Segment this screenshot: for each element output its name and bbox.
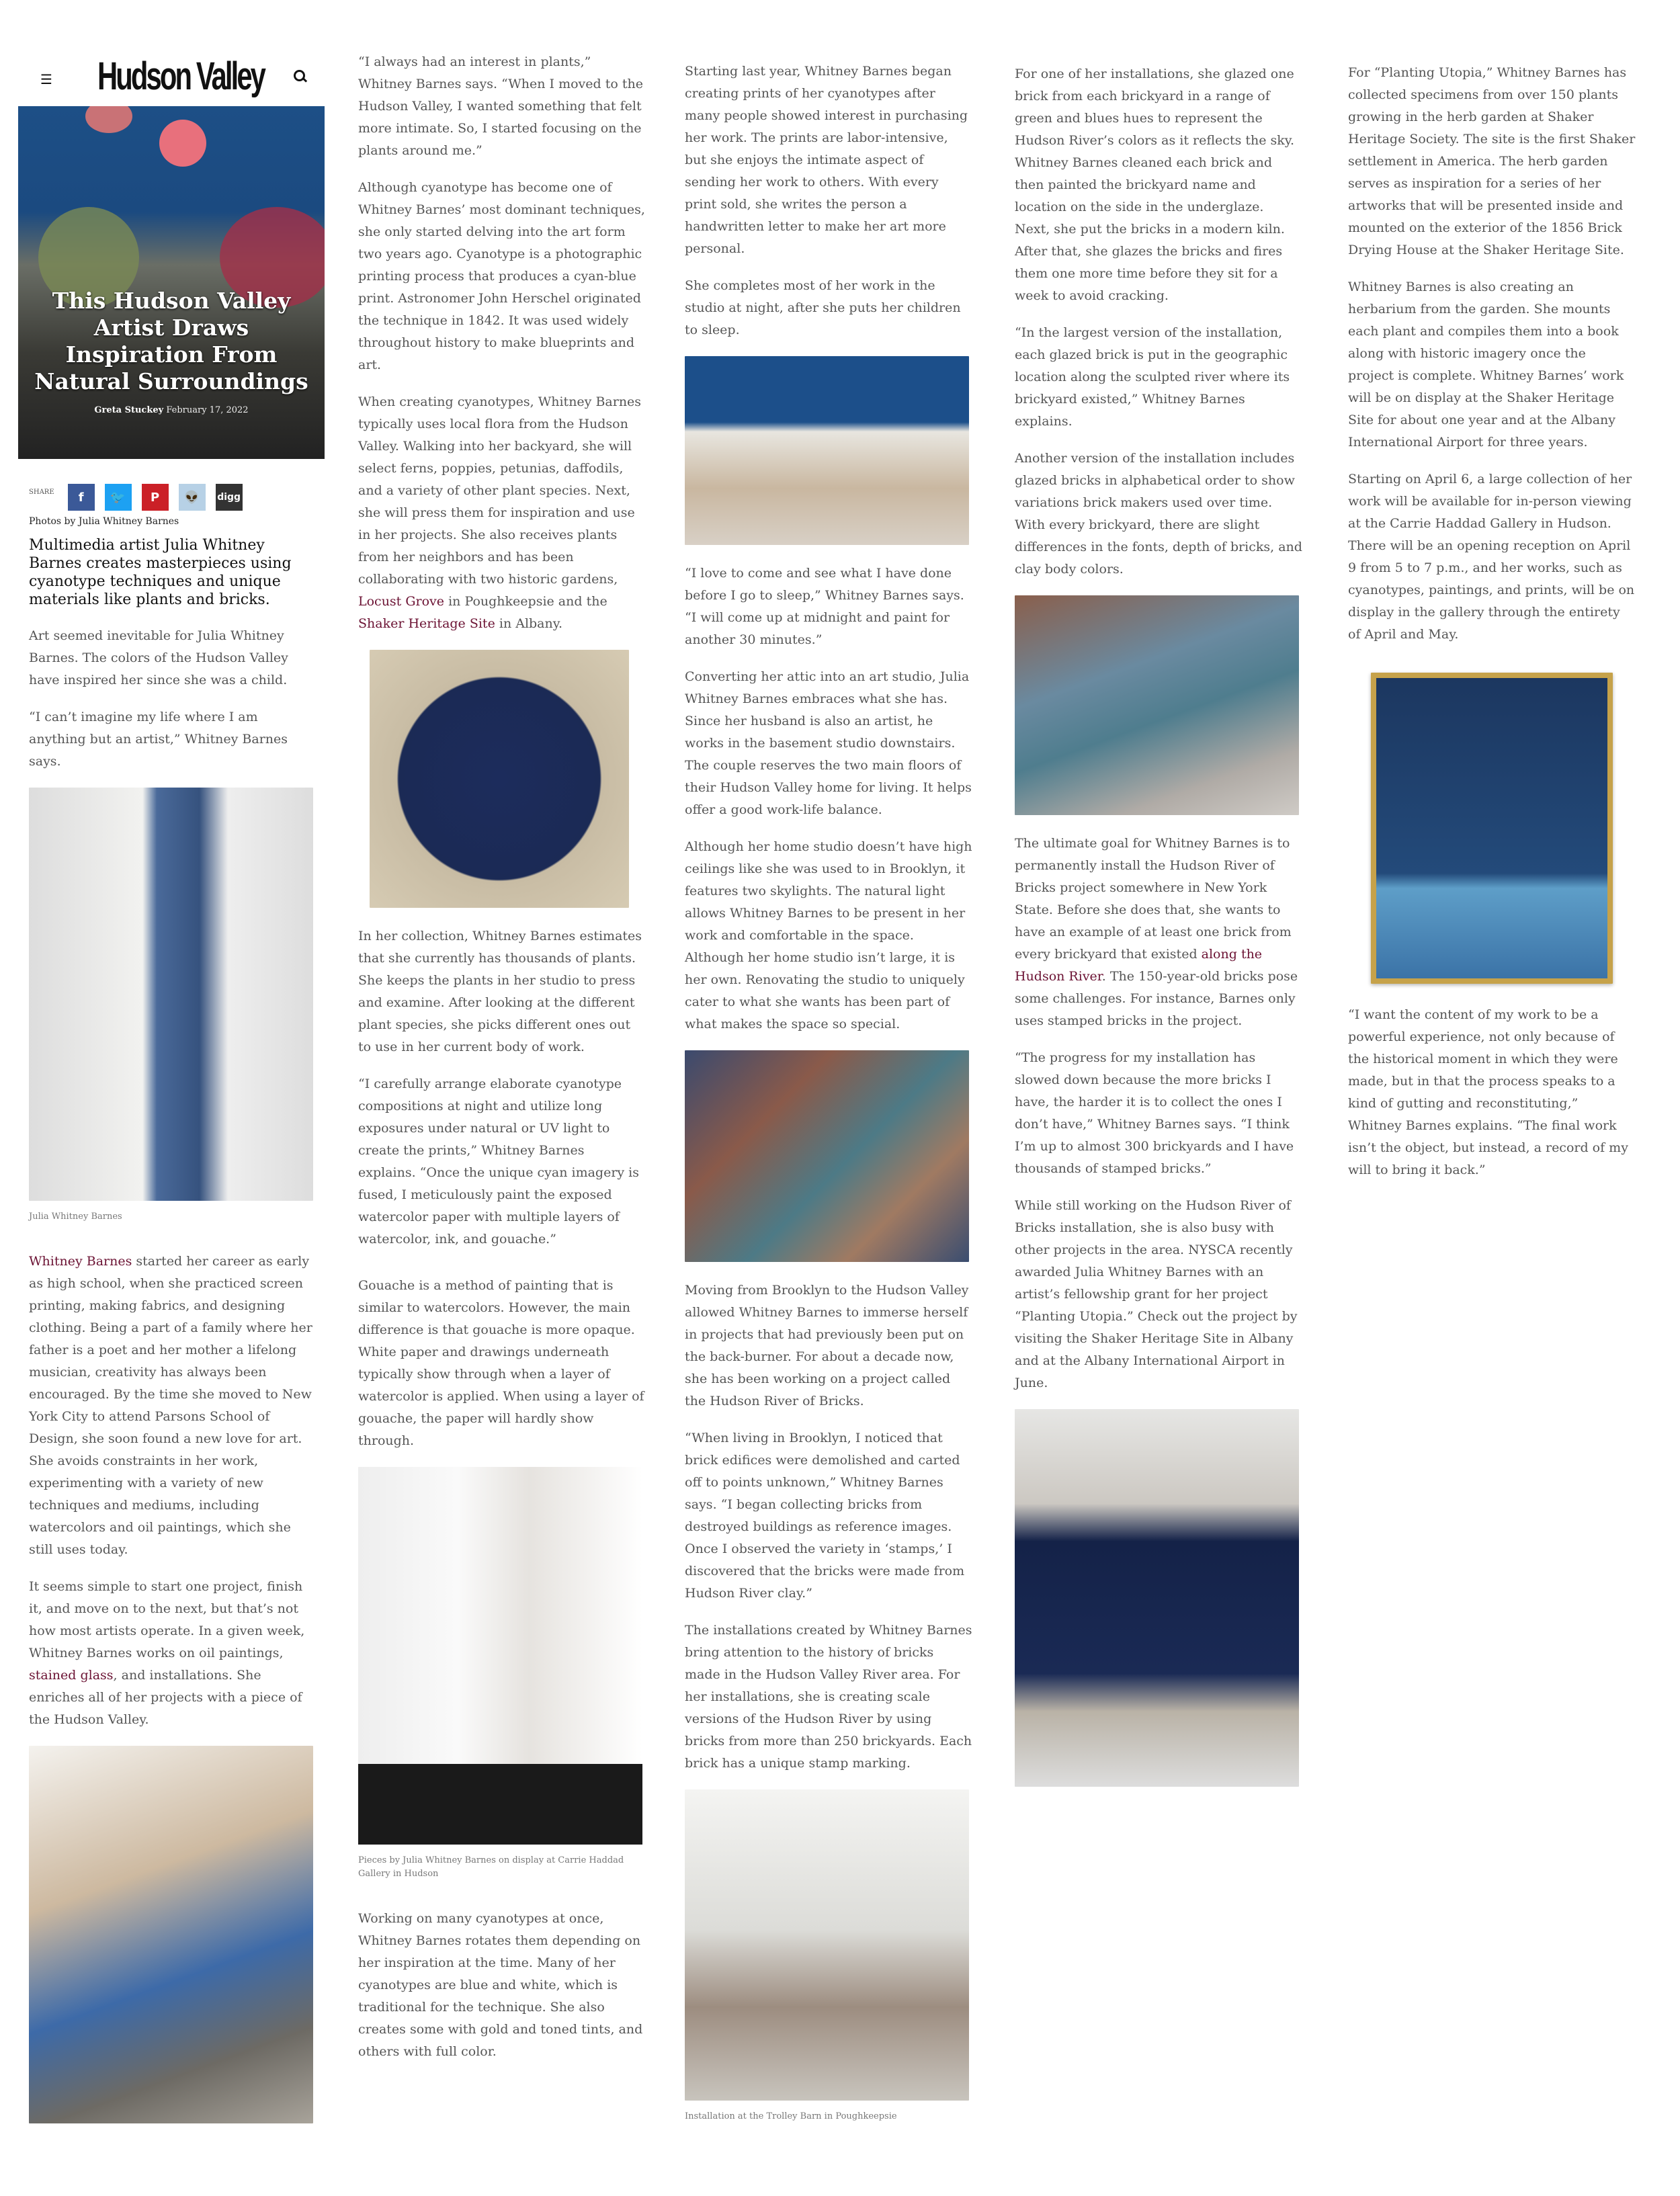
article-paragraph bbox=[1015, 63, 1302, 307]
paragraph-text: Gouache is a method of painting that is similar to watercolors. However, the main difference is that gouache is more opaque. White paper and drawings underneath typically show through when a layer of watercolor is applied. When using a layer of gouache, the paper will hardly show through. bbox=[358, 1278, 644, 1448]
hero-decoration bbox=[159, 120, 206, 167]
photo-trolley bbox=[685, 1789, 969, 2101]
article-column-1 bbox=[29, 484, 317, 2141]
paragraph-text: . The 150-year-old bricks pose some challenges. For instance, Barnes only uses stamped bricks in the project. bbox=[1015, 969, 1298, 1028]
hero-image bbox=[18, 106, 325, 459]
article-paragraph bbox=[1348, 468, 1636, 646]
article-paragraph bbox=[1348, 1004, 1636, 1181]
paragraph-text: “In the largest version of the installation, each glazed brick is put in the geographic location along the sculpted river where its brickyard existed,” Whitney Barnes explains. bbox=[1015, 325, 1290, 429]
article-title: This Hudson Valley Artist Draws Inspiration From Natural Surroundings bbox=[34, 288, 308, 394]
paragraph-text: Starting on April 6, a large collection of her work will be available for in-person viewing at the Carrie Haddad Gallery in Hudson. There will be an opening reception on April 9 from 5 to 7 p.m., and her works, such as cyanotypes, paintings, and prints, will be on display in the gallery through the entirety of April and May. bbox=[1348, 472, 1635, 642]
photo-framed bbox=[1371, 673, 1613, 984]
article-paragraph bbox=[358, 925, 646, 1058]
site-header bbox=[18, 40, 325, 106]
article-paragraph bbox=[1015, 1195, 1302, 1394]
photo-holding bbox=[1015, 1409, 1299, 1787]
twitter-icon: 🐦 bbox=[110, 490, 126, 505]
facebook-icon: f bbox=[78, 490, 84, 505]
article-paragraph bbox=[1015, 1047, 1302, 1180]
reddit-share-button[interactable] bbox=[179, 484, 206, 511]
inline-link[interactable]: Whitney Barnes bbox=[29, 1254, 132, 1269]
paragraph-text: , and installations. She enriches all of her projects with a piece of the Hudson Valley. bbox=[29, 1668, 302, 1727]
paragraph-text: The installations created by Whitney Barnes bring attention to the history of bricks made in the Hudson Valley River area. For her installations, she is creating scale versions of the Hudson River by using bricks from more than 250 brickyards. Each brick has a unique stamp marking. bbox=[685, 1623, 972, 1771]
article-paragraph bbox=[1348, 276, 1636, 454]
twitter-share-button[interactable] bbox=[105, 484, 132, 511]
article-paragraph bbox=[685, 60, 972, 260]
paragraph-text: Although her home studio doesn’t have high ceilings like she was used to in Brooklyn, it features two skylights. The natural light allows Whitney Barnes to be present in her work and comfortable in the space. Although her home studio isn’t large, it is her own. Renovating the studio to uniquely cater to what she wants has been part of what makes the space so special. bbox=[685, 839, 972, 1031]
article-paragraph bbox=[1015, 322, 1302, 433]
hero-decoration bbox=[85, 106, 132, 133]
paragraph-text: While still working on the Hudson River of Bricks installation, she is also busy with other projects in the area. NYSCA recently awarded Julia Whitney Barnes with an artist’s fellowship grant for her project “Planting Utopia.” Check out the project by visiting the Shaker Heritage Site in Albany and at the Albany International Airport in June. bbox=[1015, 1198, 1298, 1390]
publish-date: February 17, 2022 bbox=[166, 405, 249, 415]
paragraph-text: In her collection, Whitney Barnes estimates that she currently has thousands of plants. She keeps the plants in her studio to press and examine. After looking at the different plant species, she picks different ones out to use in her current body of work. bbox=[358, 929, 642, 1054]
article-paragraph bbox=[685, 562, 972, 651]
paragraph-text: “I carefully arrange elaborate cyanotype compositions at night and utilize long exposures under natural or UV light to create the prints,” Whitney Barnes explains. “Once the unique cyan imagery is fused, I meticulously paint the exposed watercolor paper with multiple layers of watercolor, ink, and gouache.” bbox=[358, 1076, 639, 1247]
facebook-share-button[interactable] bbox=[68, 484, 95, 511]
paragraph-text: “The progress for my installation has slowed down because the more bricks I have, the harder it is to collect the ones I don’t have,” Whitney Barnes says. “I think I’m up to almost 300 brickyards and I have thousands of stamped bricks.” bbox=[1015, 1050, 1294, 1176]
hamburger-menu-icon[interactable]: ☰ bbox=[40, 71, 52, 87]
paragraph-text: Art seemed inevitable for Julia Whitney Barnes. The colors of the Hudson Valley have inspired her since she was a child. bbox=[29, 628, 288, 687]
paragraph-text: Whitney Barnes is also creating an herbarium from the garden. She mounts each plant and compiles them into a book along with historic imagery once the project is complete. Whitney Barnes’ work will be on display at the Shaker Heritage Site for about one year and at the Albany International Airport for three years. bbox=[1348, 280, 1624, 450]
paragraph-text: The ultimate goal for Whitney Barnes is to permanently install the Hudson River of Bricks project somewhere in New York State. Before she does that, she wants to have an example of at least one brick from every brickyard that existed bbox=[1015, 836, 1292, 962]
paragraph-text: For one of her installations, she glazed one brick from each brickyard in a range of green and blues hues to represent the Hudson River’s colors as it reflects the sky. Whitney Barnes cleaned each brick and then painted the brickyard name and location on the side in the underglaze. Next, she put the bricks in a modern kiln. After that, she glazes the bricks and fires them one more time before they sit for a week to avoid cracking. bbox=[1015, 67, 1295, 303]
photo-bricks bbox=[685, 1050, 969, 1262]
photo-gallery bbox=[358, 1467, 642, 1845]
paragraph-text: Starting last year, Whitney Barnes began creating prints of her cyanotypes after many people showed interest in purchasing her work. The prints are labor-intensive, but she enjoys the intimate aspect of sending her work to others. With every print sold, she writes the person a handwritten letter to make her art more personal. bbox=[685, 64, 968, 256]
article-paragraph bbox=[685, 1279, 972, 1412]
article-paragraph bbox=[1348, 62, 1636, 261]
paragraph-text: She completes most of her work in the studio at night, after she puts her children to sleep. bbox=[685, 278, 961, 337]
article-paragraph bbox=[29, 625, 317, 691]
article-paragraph bbox=[685, 1619, 972, 1775]
photo-palettes bbox=[685, 356, 969, 545]
paragraph-text: started her career as early as high school, when she practiced screen printing, making fabrics, and designing clothing. Being a part of a family where her father is a poet and her mother a lifelong musician, creativity has always been encouraged. By the time she moved to New York City to attend Parsons School of Design, she soon found a new love for art. She avoids constraints in her work, experimenting with a variety of new techniques and mediums, including watercolors and oil paintings, which she still uses today. bbox=[29, 1254, 312, 1557]
hero-text bbox=[24, 288, 319, 417]
article-paragraph bbox=[1015, 833, 1302, 1032]
paragraph-text: Another version of the installation includes glazed bricks in alphabetical order to show variations brick makers used over time. With every brickyard, there are slight differences in the fonts, depth of bricks, and clay body colors. bbox=[1015, 451, 1302, 577]
paragraph-text: Converting her attic into an art studio, Julia Whitney Barnes embraces what she has. Since her husband is also an artist, he works in the basement studio downstairs. The couple reserves the two main floors of their Hudson Valley home for living. It helps offer a good work-life balance. bbox=[685, 669, 972, 817]
article-paragraph bbox=[358, 1908, 646, 2063]
article-paragraph bbox=[1015, 448, 1302, 581]
article-column-4 bbox=[1015, 63, 1302, 1804]
paragraph-text: Although cyanotype has become one of Whitney Barnes’ most dominant techniques, she only started delving into the art form two years ago. Cyanotype is a photographic printing process that produces a cyan-blue print. Astronomer John Herschel originated the technique in 1842. It was used widely throughout history to make blueprints and art. bbox=[358, 180, 645, 372]
paragraph-text: “I want the content of my work to be a powerful experience, not only because of the historical moment in which they were made, but in that the process speaks to a kind of gutting and reconstituting,” Whitney Barnes explains. “The final work isn’t the object, but instead, a record of my will to bring it back.” bbox=[1348, 1007, 1628, 1177]
paragraph-text: “I can’t imagine my life where I am anything but an artist,” Whitney Barnes says. bbox=[29, 710, 288, 769]
site-logo[interactable]: Hudson Valley bbox=[97, 54, 265, 98]
article-subtitle: Multimedia artist Julia Whitney Barnes creates masterpieces using cyanotype techniques and unique materials like plants and bricks. bbox=[29, 537, 292, 608]
pinterest-icon: P bbox=[151, 490, 160, 505]
paragraph-text: When creating cyanotypes, Whitney Barnes typically uses local flora from the Hudson Valley. Walking into her backyard, she will select ferns, poppies, petunias, daffodils, and a variety of other plant species. Next, she will press them for inspiration and use in her projects. She also receives plants from her neighbors and has been collaborating with two historic gardens, bbox=[358, 394, 642, 587]
article-paragraph bbox=[685, 275, 972, 341]
photo-portrait bbox=[29, 788, 313, 1201]
article-paragraph bbox=[685, 666, 972, 821]
paragraph-text: “I love to come and see what I have done before I go to sleep,” Whitney Barnes says. “I will come up at midnight and paint for another 30 minutes.” bbox=[685, 566, 964, 647]
article-paragraph bbox=[29, 1251, 317, 1561]
photo-credit: Photos by Julia Whitney Barnes bbox=[29, 516, 179, 527]
article-column-3 bbox=[685, 60, 972, 2150]
author-name[interactable]: Greta Stuckey bbox=[94, 405, 164, 415]
paragraph-text: “I always had an interest in plants,” Whitney Barnes says. “When I moved to the Hudson Valley, I wanted something that felt more intimate. So, I started focusing on the plants around me.” bbox=[358, 54, 643, 158]
image-caption: Julia Whitney Barnes bbox=[29, 1212, 122, 1222]
article-paragraph bbox=[29, 706, 317, 773]
article-paragraph bbox=[358, 391, 646, 635]
article-paragraph bbox=[358, 51, 646, 162]
article-paragraph bbox=[358, 177, 646, 376]
image-caption: Installation at the Trolley Barn in Poughkeepsie bbox=[685, 2111, 897, 2121]
article-byline bbox=[94, 405, 248, 417]
paragraph-text: For “Planting Utopia,” Whitney Barnes has collected specimens from over 150 plants growing in the herb garden at Shaker Heritage Society. The site is the first Shaker settlement in America. The herb garden serves as inspiration for a series of her artworks that will be presented inside and mounted on the exterior of the 1856 Brick Drying House at the Shaker Heritage Site. bbox=[1348, 65, 1636, 257]
article-column-5 bbox=[1348, 62, 1636, 1196]
share-bar bbox=[29, 484, 317, 511]
search-icon[interactable] bbox=[294, 70, 305, 81]
pinterest-share-button[interactable] bbox=[142, 484, 169, 511]
article-paragraph bbox=[358, 1275, 646, 1452]
digg-icon: digg bbox=[217, 492, 241, 503]
inline-link[interactable]: stained glass bbox=[29, 1668, 114, 1683]
inline-link[interactable]: Shaker Heritage Site bbox=[358, 616, 495, 631]
paragraph-text: “When living in Brooklyn, I noticed that brick edifices were demolished and carted off to points unknown,” Whitney Barnes says. “I began collecting bricks from destroyed buildings as reference images. Once I observed the variety in ‘stamps,’ I discovered that the bricks were made from Hudson River clay.” bbox=[685, 1431, 965, 1601]
digg-share-button[interactable] bbox=[216, 484, 243, 511]
article-paragraph bbox=[685, 1427, 972, 1605]
paragraph-text: in Albany. bbox=[495, 616, 562, 631]
inline-link[interactable]: Locust Grove bbox=[358, 594, 445, 609]
reddit-icon: 👽 bbox=[184, 490, 200, 505]
image-caption: Pieces by Julia Whitney Barnes on display at Carrie Haddad Gallery in Hudson bbox=[358, 1855, 624, 1879]
photo-studio bbox=[29, 1746, 313, 2123]
paragraph-text: It seems simple to start one project, finish it, and move on to the next, but that’s not how most artists operate. In a given week, Whitney Barnes works on oil paintings, bbox=[29, 1579, 305, 1660]
paragraph-text: Moving from Brooklyn to the Hudson Valley allowed Whitney Barnes to immerse herself in projects that had previously been put on the back-burner. For about a decade now, she has been working on a project called the Hudson River of Bricks. bbox=[685, 1283, 969, 1408]
paragraph-text: in Poughkeepsie and the bbox=[444, 594, 607, 609]
photo-glazed bbox=[1015, 595, 1299, 815]
inline-link[interactable]: along the Hudson River bbox=[1015, 947, 1263, 984]
share-label: SHARE bbox=[29, 489, 54, 496]
article-paragraph bbox=[358, 1073, 646, 1251]
article-column-2 bbox=[358, 51, 646, 2078]
photo-circle bbox=[370, 650, 629, 908]
article-paragraph bbox=[685, 836, 972, 1036]
paragraph-text: Working on many cyanotypes at once, Whitney Barnes rotates them depending on her inspiration at the time. Many of her cyanotypes are blue and white, which is traditional for the technique. She also creates some with gold and toned tints, and others with full color. bbox=[358, 1911, 643, 2059]
article-paragraph bbox=[29, 1576, 317, 1731]
